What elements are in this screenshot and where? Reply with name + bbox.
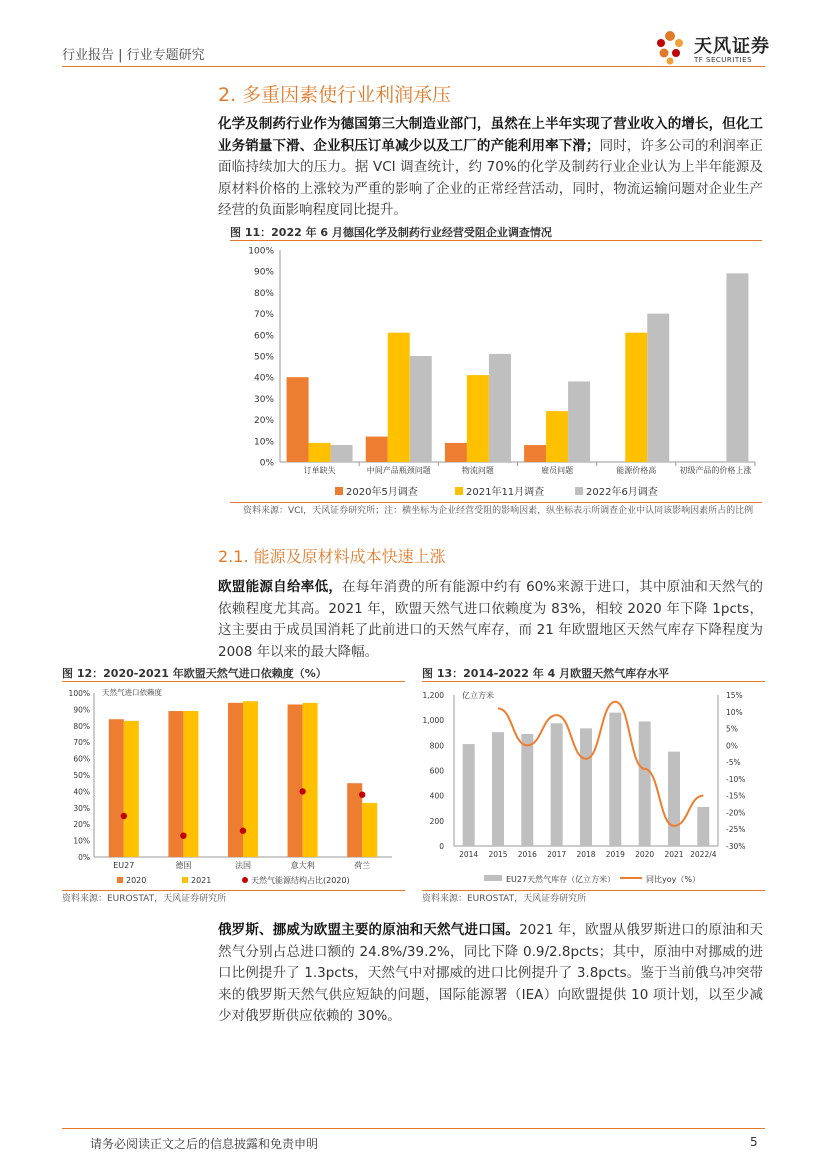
y-tick-label: 10% <box>73 836 90 846</box>
figure-11-source: 资料来源：VCI，天风证券研究所；注：横坐标为企业经营受阻的影响因素，纵坐标表示所调查企业中认同该影响因素所占的比例 <box>243 506 754 516</box>
y-tick-label: 1,000 <box>422 716 444 726</box>
y-tick-label: 70% <box>73 738 90 748</box>
bar-stock <box>697 807 709 846</box>
paragraph-2-body: 在每年消费的所有能源中约有 60%来源于进口，其中原油和天然气的依赖程度尤其高。2021 年，欧盟天然气进口依赖度为 83%，相较 2020 年下降 1pcts，这主要由于成员国消耗了此前进口的天然气库存，而 21 年欧盟地区天然气库存下降程度为 2008 年以来的最大降幅。 <box>218 579 764 660</box>
y-tick-label: 80% <box>73 721 90 731</box>
bar-stock <box>580 728 592 846</box>
y-tick-label: 400 <box>429 791 444 801</box>
legend-label: 2021年11月调查 <box>466 487 545 498</box>
figure-13-bottom-rule <box>422 890 765 891</box>
x-tick-label: 荷兰 <box>354 861 371 870</box>
y2-tick-label: 15% <box>726 691 743 700</box>
x-tick-label: 订单缺失 <box>303 466 336 475</box>
dot-天然气能源结构占比(2020) <box>299 788 305 794</box>
paragraph-3 <box>218 920 763 1028</box>
brand-name-en: TF SECURITIES <box>694 56 753 64</box>
bar-stock <box>551 723 563 846</box>
y-tick-label: 40% <box>253 373 274 384</box>
figure-12-title: 图 12：2020-2021 年欧盟天然气进口依赖度（%） <box>62 667 327 680</box>
legend-swatch <box>182 877 188 883</box>
logo-petal <box>675 39 683 47</box>
report-category: 行业报告 | 行业专题研究 <box>62 48 205 63</box>
x-tick-label: 2022/4 <box>690 850 717 859</box>
figure-11-title: 图 11：2022 年 6 月德国化学及制药行业经营受阻企业调查情况 <box>230 226 552 239</box>
figure-13-rule <box>422 681 765 682</box>
brand-name: 天风证券 <box>694 36 770 57</box>
header-divider <box>62 66 765 67</box>
y-tick-label: 20% <box>73 820 90 830</box>
legend-label: 2022年6月调查 <box>586 487 658 498</box>
bar-2020 <box>109 719 124 857</box>
y-tick-label: 200 <box>429 816 444 826</box>
legend-swatch <box>484 875 502 881</box>
paragraph-1-body: 同时，许多公司的利润率正面临持续加大的压力。据 VCI 调查统计，约 70%的化学及制药行业企业认为上半年能源及原材料价格的上涨较为严重的影响了企业的正常经营活动，同时，物流运输问题对企业生产经营的负面影响程度同比提升。 <box>218 137 764 218</box>
legend-label: 同比yoy（%） <box>646 875 700 884</box>
x-tick-label: 雇员问题 <box>541 466 574 475</box>
legend-swatch <box>117 877 123 883</box>
bar-2022年6月调查 <box>489 354 511 462</box>
y-tick-label: 40% <box>73 787 90 797</box>
bar-2021年11月调查 <box>546 411 568 462</box>
figure-12-bottom-rule <box>62 890 405 891</box>
bar-stock <box>668 752 680 846</box>
y-tick-label: 90% <box>253 267 274 278</box>
bar-2021 <box>243 701 258 857</box>
bar-stock <box>492 732 504 846</box>
x-tick-label: 2014 <box>459 850 479 859</box>
y-tick-label: 0% <box>78 853 90 862</box>
figure-11-bottom-rule <box>230 502 762 503</box>
subsection-title: 2.1. 能源及原材料成本快速上涨 <box>218 547 446 566</box>
x-tick-label: 能源价格高 <box>616 466 657 475</box>
y-tick-label: 30% <box>253 394 274 405</box>
legend-swatch <box>455 487 463 495</box>
y2-tick-label: -30% <box>726 842 746 851</box>
legend-label: 2021 <box>191 876 212 885</box>
bar-2022年6月调查 <box>410 356 432 462</box>
legend-swatch <box>335 487 343 495</box>
y-tick-label: 800 <box>429 741 444 751</box>
x-tick-label: 2021 <box>664 850 684 859</box>
x-tick-label: 2019 <box>605 850 625 859</box>
y2-tick-label: -10% <box>726 774 746 784</box>
y-tick-label: 70% <box>253 310 274 321</box>
dot-天然气能源结构占比(2020) <box>359 791 365 797</box>
bar-2020 <box>228 703 243 857</box>
y2-tick-label: 10% <box>726 707 743 717</box>
y2-tick-label: 0% <box>726 741 738 751</box>
bar-stock <box>609 713 621 846</box>
x-tick-label: 2016 <box>517 850 537 859</box>
y-axis-title: 亿立方米 <box>462 691 494 700</box>
y-tick-label: 50% <box>73 771 90 780</box>
logo-petal <box>657 39 665 47</box>
figure-12-source: 资料来源：EUROSTAT，天风证券研究所 <box>62 894 227 904</box>
figure-11-rule <box>230 240 762 241</box>
figure-12-chart <box>62 683 405 890</box>
bar-stock <box>521 734 533 846</box>
paragraph-3-body: 2021 年，欧盟从俄罗斯进口的原油和天然气分别占总进口额的 24.8%/39.2%，同比下降 0.9/2.8pcts；其中，原油中对挪威的进口比例提升了 1.3pcts，天然气中对挪威的进口比例提升了 3.8pcts。鉴于当前俄乌冲突带来的俄罗斯天然气供应短缺的问题，国际能源署（IEA）向欧盟提供 10 项计划，以至少减少对俄罗斯供应依赖的 30%。 <box>218 922 764 1024</box>
x-tick-label: 物流问题 <box>461 466 494 475</box>
x-tick-label: 2015 <box>488 850 508 859</box>
dot-天然气能源结构占比(2020) <box>121 813 127 819</box>
paragraph-3-lead: 俄罗斯、挪威为欧盟主要的原油和天然气进口国。 <box>218 922 520 938</box>
y-tick-label: 100% <box>68 689 90 698</box>
logo-petal <box>667 58 674 65</box>
bar-2021年11月调查 <box>625 333 647 462</box>
y2-tick-label: -20% <box>726 808 746 818</box>
y-tick-label: 0% <box>259 458 274 469</box>
legend-swatch <box>575 487 583 495</box>
y-tick-label: 100% <box>248 246 274 257</box>
y2-tick-label: -15% <box>726 791 746 801</box>
page-number: 5 <box>750 1135 758 1149</box>
y-tick-label: 90% <box>73 705 90 715</box>
x-tick-label: EU27 <box>113 861 135 870</box>
y-tick-label: 600 <box>429 766 444 776</box>
legend-label: 天然气能源结构占比(2020) <box>251 876 350 885</box>
x-tick-label: 2020 <box>635 850 655 859</box>
x-tick-label: 法国 <box>235 861 251 870</box>
bar-2021年11月调查 <box>467 375 489 462</box>
bar-2020年5月调查 <box>445 443 467 462</box>
y-tick-label: 60% <box>253 331 274 342</box>
bar-2020年5月调查 <box>287 377 309 462</box>
legend-label: 2020年5月调查 <box>346 487 418 498</box>
bar-2022年6月调查 <box>726 273 748 462</box>
legend-label: 2020 <box>126 876 147 885</box>
bar-2022年6月调查 <box>331 445 353 462</box>
bar-2021 <box>124 721 139 857</box>
x-tick-label: 德国 <box>175 861 192 870</box>
figure-12-rule <box>62 681 405 682</box>
paragraph-2-lead: 欧盟能源自给率低， <box>218 579 343 595</box>
figure-11-chart <box>230 242 762 502</box>
figure-13-source: 资料来源：EUROSTAT，天风证券研究所 <box>422 894 587 904</box>
x-tick-label: 2017 <box>547 850 567 859</box>
dot-天然气能源结构占比(2020) <box>240 828 246 834</box>
x-tick-label: 中间产品瓶颈问题 <box>366 466 431 475</box>
bar-2021 <box>362 803 377 857</box>
y2-tick-label: -5% <box>726 758 741 768</box>
y-axis-title: 天然气进口依赖度 <box>102 688 162 697</box>
y-tick-label: 60% <box>73 754 90 764</box>
figure-13-chart <box>422 683 765 890</box>
y-tick-label: 30% <box>73 803 90 813</box>
logo-petal <box>660 49 669 58</box>
bar-2021 <box>303 703 318 857</box>
legend-swatch <box>242 877 248 883</box>
bar-2021年11月调查 <box>309 443 331 462</box>
y-tick-label: 0 <box>439 842 444 851</box>
y-tick-label: 20% <box>253 416 274 427</box>
x-tick-label: 2018 <box>576 850 596 859</box>
legend-label: EU27天然气库存（亿立方米） <box>506 875 616 884</box>
section-title: 2. 多重因素使行业利润承压 <box>218 84 452 106</box>
bar-2022年6月调查 <box>568 381 590 462</box>
y-tick-label: 10% <box>253 437 274 448</box>
paragraph-1-lead: 化学及制药行业作为德国第三大制造业部门，虽然在上半年实现了营业收入的增长，但化工业务销量下滑、企业积压订单减少以及工厂的产能利用率下滑； <box>218 116 763 154</box>
bar-stock <box>463 744 475 846</box>
paragraph-1 <box>218 114 763 222</box>
logo-petal <box>672 49 680 57</box>
footer-disclaimer: 请务必阅读正文之后的信息披露和免责申明 <box>90 1137 319 1151</box>
footer-divider <box>62 1128 765 1129</box>
bar-2020 <box>288 704 303 857</box>
y2-tick-label: -25% <box>726 825 746 835</box>
logo-petal <box>665 31 675 41</box>
figure-13-title: 图 13：2014-2022 年 4 月欧盟天然气库存水平 <box>422 667 670 680</box>
bar-2022年6月调查 <box>647 314 669 462</box>
x-tick-label: 初级产品的价格上涨 <box>679 466 752 475</box>
bar-2021年11月调查 <box>388 333 410 462</box>
y-tick-label: 80% <box>253 288 274 299</box>
y2-tick-label: 5% <box>726 724 738 734</box>
dot-天然气能源结构占比(2020) <box>180 832 186 838</box>
paragraph-2 <box>218 577 763 663</box>
y-tick-label: 50% <box>253 352 274 363</box>
bar-stock <box>639 721 651 846</box>
x-tick-label: 意大利 <box>290 861 315 870</box>
bar-2020年5月调查 <box>524 445 546 462</box>
y-tick-label: 1,200 <box>422 691 444 700</box>
bar-2020年5月调查 <box>366 437 388 462</box>
